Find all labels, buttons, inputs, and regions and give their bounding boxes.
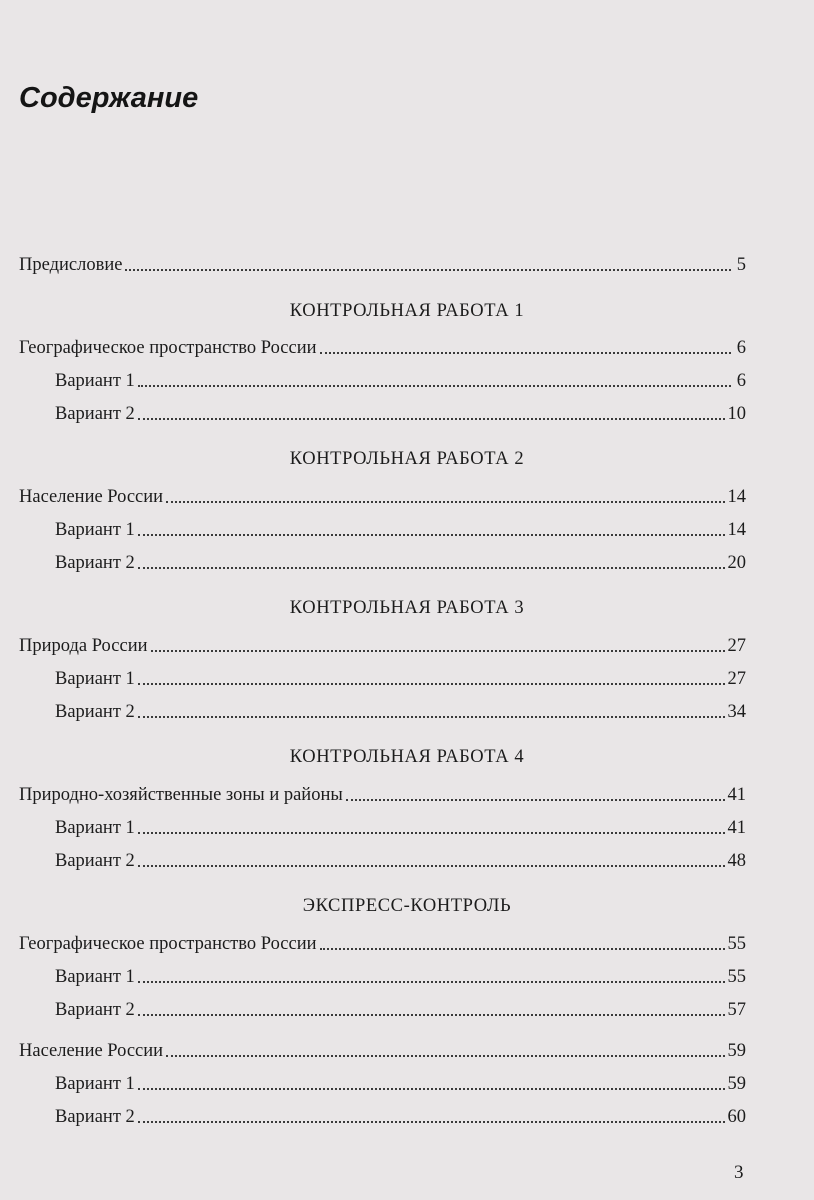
toc-subentry-label: Вариант 2 bbox=[55, 851, 135, 871]
toc-entry bbox=[19, 633, 746, 659]
toc-entry-label: Население России bbox=[19, 487, 164, 507]
toc-subentry-page: 55 bbox=[727, 967, 746, 987]
toc-subentry-page: 48 bbox=[727, 851, 746, 871]
toc-subentry-page: 10 bbox=[727, 404, 746, 424]
toc-subentry bbox=[55, 666, 746, 692]
toc-subentry-label: Вариант 1 bbox=[55, 371, 135, 391]
toc-entry-page: 55 bbox=[727, 934, 746, 954]
toc-subentry-page: 41 bbox=[727, 818, 746, 838]
toc-subentry-label: Вариант 1 bbox=[55, 669, 135, 689]
leader-dots bbox=[346, 799, 725, 801]
toc-subentry-page: 60 bbox=[727, 1107, 746, 1127]
leader-dots bbox=[138, 832, 725, 834]
leader-dots bbox=[166, 1055, 724, 1057]
toc-subentry bbox=[55, 550, 746, 576]
toc-subentry bbox=[55, 368, 746, 394]
leader-dots bbox=[166, 501, 724, 503]
toc-entry-page: 59 bbox=[727, 1041, 746, 1061]
toc-subentry-label: Вариант 2 bbox=[55, 404, 135, 424]
toc-subentry bbox=[55, 401, 746, 427]
toc-entry-page: 6 bbox=[736, 338, 746, 358]
section-heading: КОНТРОЛЬНАЯ РАБОТА 4 bbox=[289, 747, 525, 767]
toc-entry bbox=[19, 1038, 746, 1064]
toc-subentry-label: Вариант 1 bbox=[55, 967, 135, 987]
toc-entry-label: Природа России bbox=[19, 636, 148, 656]
toc-entry-preface bbox=[19, 252, 746, 278]
toc-entry-page: 41 bbox=[727, 785, 746, 805]
toc-entry-label: Природно-хозяйственные зоны и районы bbox=[19, 785, 343, 805]
toc-subentry bbox=[55, 815, 746, 841]
leader-dots bbox=[320, 948, 725, 950]
leader-dots bbox=[138, 683, 725, 685]
toc-entry-label: Географическое пространство России bbox=[19, 934, 317, 954]
section-heading: ЭКСПРЕСС-КОНТРОЛЬ bbox=[302, 896, 512, 916]
leader-dots bbox=[138, 1088, 725, 1090]
page-title: Содержание bbox=[19, 82, 199, 114]
toc-subentry bbox=[55, 997, 746, 1023]
leader-dots bbox=[138, 567, 725, 569]
leader-dots bbox=[125, 269, 731, 271]
leader-dots bbox=[138, 981, 725, 983]
toc-entry-label: Предисловие bbox=[19, 255, 123, 275]
toc-subentry bbox=[55, 517, 746, 543]
toc-entry-page: 14 bbox=[727, 487, 746, 507]
toc-subentry-page: 34 bbox=[727, 702, 746, 722]
toc-entry-label: Географическое пространство России bbox=[19, 338, 317, 358]
leader-dots bbox=[138, 385, 731, 387]
toc-subentry-page: 6 bbox=[736, 371, 746, 391]
section-heading: КОНТРОЛЬНАЯ РАБОТА 1 bbox=[289, 301, 525, 321]
toc-subentry bbox=[55, 1104, 746, 1130]
toc-subentry bbox=[55, 699, 746, 725]
toc-entry bbox=[19, 931, 746, 957]
toc-subentry-label: Вариант 1 bbox=[55, 818, 135, 838]
section-heading: КОНТРОЛЬНАЯ РАБОТА 2 bbox=[289, 449, 525, 469]
leader-dots bbox=[138, 1121, 725, 1123]
leader-dots bbox=[138, 716, 725, 718]
toc-subentry bbox=[55, 1071, 746, 1097]
section-heading: КОНТРОЛЬНАЯ РАБОТА 3 bbox=[289, 598, 525, 618]
toc-subentry-page: 59 bbox=[727, 1074, 746, 1094]
toc-subentry-page: 27 bbox=[727, 669, 746, 689]
toc-entry-label: Население России bbox=[19, 1041, 164, 1061]
leader-dots bbox=[320, 352, 731, 354]
toc-subentry-label: Вариант 2 bbox=[55, 702, 135, 722]
leader-dots bbox=[151, 650, 725, 652]
toc-subentry-label: Вариант 1 bbox=[55, 1074, 135, 1094]
toc-subentry-label: Вариант 2 bbox=[55, 553, 135, 573]
toc-subentry-label: Вариант 2 bbox=[55, 1000, 135, 1020]
leader-dots bbox=[138, 1014, 725, 1016]
leader-dots bbox=[138, 418, 725, 420]
toc-subentry-page: 57 bbox=[727, 1000, 746, 1020]
toc-entry-page: 5 bbox=[736, 255, 746, 275]
toc-entry bbox=[19, 484, 746, 510]
toc-subentry-label: Вариант 2 bbox=[55, 1107, 135, 1127]
leader-dots bbox=[138, 865, 725, 867]
toc-subentry-page: 14 bbox=[727, 520, 746, 540]
leader-dots bbox=[138, 534, 725, 536]
page-number: 3 bbox=[734, 1162, 744, 1183]
toc-entry bbox=[19, 782, 746, 808]
toc-entry-page: 27 bbox=[727, 636, 746, 656]
toc-entry bbox=[19, 335, 746, 361]
toc-subentry bbox=[55, 964, 746, 990]
toc-subentry bbox=[55, 848, 746, 874]
toc-subentry-page: 20 bbox=[727, 553, 746, 573]
toc-subentry-label: Вариант 1 bbox=[55, 520, 135, 540]
